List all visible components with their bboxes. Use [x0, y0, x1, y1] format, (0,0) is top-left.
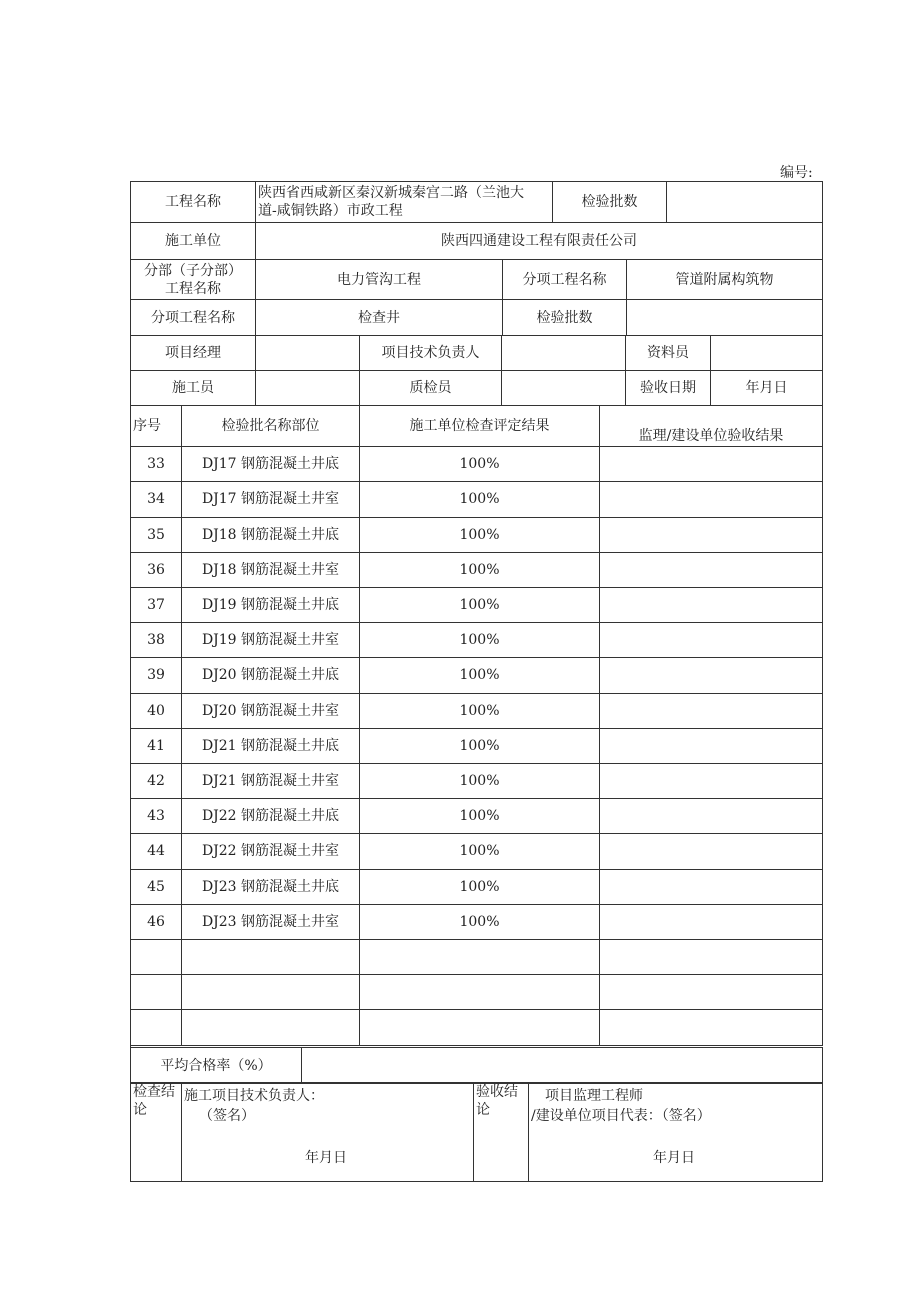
pm-value — [256, 336, 360, 371]
row-contractor-result: 100% — [360, 623, 600, 658]
inspector-value — [502, 371, 626, 406]
check-label-line1: 检查结 — [133, 1084, 175, 1100]
row-supervisor-result — [600, 693, 823, 728]
col-supervisor-result-header: 监理/建设单位验收结果 — [600, 406, 823, 447]
header-table — [130, 181, 823, 406]
row-contractor-result: 100% — [360, 658, 600, 693]
row-supervisor-result — [600, 799, 823, 834]
accept-signer-line1: 项目监理工程师 — [545, 1088, 643, 1104]
row-contractor-result: 100% — [360, 764, 600, 799]
accept-label-line2: 论 — [476, 1102, 490, 1118]
subdivision-label — [131, 260, 256, 300]
tech-lead-label: 项目技术负责人 — [360, 336, 502, 371]
row-supervisor-result — [600, 1010, 823, 1045]
contractor-label: 施工单位 — [131, 223, 256, 260]
row-seq: 46 — [131, 905, 182, 940]
row-contractor-result: 100% — [360, 834, 600, 869]
row-name: DJ19 钢筋混凝土井室 — [182, 623, 360, 658]
row-seq: 36 — [131, 553, 182, 588]
row-supervisor-result — [600, 517, 823, 552]
accept-date-value: 年月日 — [711, 371, 823, 406]
row-name: DJ18 钢筋混凝土井底 — [182, 517, 360, 552]
row-seq: 39 — [131, 658, 182, 693]
conclusion-block — [130, 1082, 823, 1182]
row-supervisor-result — [600, 658, 823, 693]
check-label-line2: 论 — [133, 1102, 147, 1118]
batch-count-value — [667, 182, 823, 223]
row-seq: 42 — [131, 764, 182, 799]
pm-label: 项目经理 — [131, 336, 256, 371]
subitem2-value: 检查井 — [256, 300, 503, 336]
row-supervisor-result — [600, 975, 823, 1010]
row-name — [182, 1010, 360, 1045]
row-seq: 41 — [131, 729, 182, 764]
batch-count2-label: 检验批数 — [503, 300, 627, 336]
row-supervisor-result — [600, 729, 823, 764]
accept-label-line1: 验收结 — [476, 1084, 518, 1100]
row-seq: 33 — [131, 447, 182, 482]
builder-value — [256, 371, 360, 406]
row-seq: 37 — [131, 588, 182, 623]
row-name: DJ17 钢筋混凝土井底 — [182, 447, 360, 482]
row-supervisor-result — [600, 447, 823, 482]
doc-clerk-value — [711, 336, 823, 371]
row-name: DJ20 钢筋混凝土井室 — [182, 693, 360, 728]
batch-count2-value — [627, 300, 823, 336]
row-contractor-result: 100% — [360, 482, 600, 517]
inspector-label: 质检员 — [360, 371, 502, 406]
row-supervisor-result — [600, 869, 823, 904]
accept-signer-line2: /建设单位项目代表：（签名） — [531, 1108, 711, 1124]
row-contractor-result: 100% — [360, 905, 600, 940]
contractor-value: 陕西四通建设工程有限责任公司 — [256, 223, 823, 260]
row-supervisor-result — [600, 905, 823, 940]
col-contractor-result-header: 施工单位检查评定结果 — [360, 406, 600, 447]
row-contractor-result: 100% — [360, 588, 600, 623]
row-name: DJ17 钢筋混凝土井室 — [182, 482, 360, 517]
col-seq-header: 序号 — [131, 406, 182, 447]
accept-conclusion-label — [474, 1083, 529, 1182]
project-name-line2: 道-咸铜铁路）市政工程 — [258, 203, 403, 219]
row-contractor-result: 100% — [360, 869, 600, 904]
avg-pass-rate-value — [302, 1048, 823, 1084]
check-signer: 施工项目技术负责人： — [184, 1088, 324, 1104]
row-contractor-result: 100% — [360, 553, 600, 588]
subdivision-value: 电力管沟工程 — [256, 260, 503, 300]
row-name: DJ18 钢筋混凝土井室 — [182, 553, 360, 588]
items-table — [130, 405, 823, 1048]
batch-count-label: 检验批数 — [553, 182, 667, 223]
row-supervisor-result — [600, 588, 823, 623]
row-seq: 40 — [131, 693, 182, 728]
row-seq: 38 — [131, 623, 182, 658]
row-name: DJ23 钢筋混凝土井底 — [182, 869, 360, 904]
subdivision-label-line2: 工程名称 — [165, 280, 221, 297]
row-supervisor-result — [600, 834, 823, 869]
row-seq: 43 — [131, 799, 182, 834]
subdivision-label-line1: 分部（子分部） — [144, 262, 242, 279]
row-contractor-result: 100% — [360, 517, 600, 552]
project-name-line1: 陕西省西咸新区秦汉新城秦宫二路（兰池大 — [258, 185, 524, 201]
row-contractor-result — [360, 975, 600, 1010]
check-conclusion-label — [131, 1083, 182, 1182]
row-contractor-result: 100% — [360, 693, 600, 728]
row-supervisor-result — [600, 940, 823, 975]
row-name: DJ20 钢筋混凝土井底 — [182, 658, 360, 693]
row-name: DJ23 钢筋混凝土井室 — [182, 905, 360, 940]
check-sign: （签名） — [199, 1108, 255, 1124]
project-name-value — [256, 182, 553, 223]
row-name — [182, 940, 360, 975]
col-name-header: 检验批名称部位 — [182, 406, 360, 447]
row-name: DJ22 钢筋混凝土井室 — [182, 834, 360, 869]
row-contractor-result: 100% — [360, 799, 600, 834]
row-seq — [131, 1010, 182, 1045]
doc-clerk-label: 资料员 — [626, 336, 711, 371]
row-seq: 35 — [131, 517, 182, 552]
check-date: 年月日 — [305, 1150, 347, 1166]
row-name — [182, 975, 360, 1010]
tech-lead-value — [502, 336, 626, 371]
document-number-label: 编号: — [780, 165, 813, 181]
row-seq — [131, 940, 182, 975]
row-supervisor-result — [600, 482, 823, 517]
row-name: DJ19 钢筋混凝土井底 — [182, 588, 360, 623]
row-seq: 45 — [131, 869, 182, 904]
project-name-label: 工程名称 — [131, 182, 256, 223]
row-contractor-result — [360, 1010, 600, 1045]
avg-pass-rate-row — [130, 1047, 823, 1083]
avg-pass-rate-label: 平均合格率（%） — [131, 1048, 302, 1084]
row-seq: 34 — [131, 482, 182, 517]
row-contractor-result: 100% — [360, 447, 600, 482]
subitem-value: 管道附属构筑物 — [627, 260, 823, 300]
accept-date-label: 验收日期 — [626, 371, 711, 406]
row-name: DJ22 钢筋混凝土井底 — [182, 799, 360, 834]
row-name: DJ21 钢筋混凝土井底 — [182, 729, 360, 764]
subitem2-label: 分项工程名称 — [131, 300, 256, 336]
row-supervisor-result — [600, 764, 823, 799]
row-supervisor-result — [600, 623, 823, 658]
row-seq — [131, 975, 182, 1010]
row-name: DJ21 钢筋混凝土井室 — [182, 764, 360, 799]
row-contractor-result: 100% — [360, 729, 600, 764]
row-seq: 44 — [131, 834, 182, 869]
builder-label: 施工员 — [131, 371, 256, 406]
row-contractor-result — [360, 940, 600, 975]
accept-date: 年月日 — [653, 1150, 695, 1166]
subitem-label: 分项工程名称 — [503, 260, 627, 300]
row-supervisor-result — [600, 553, 823, 588]
